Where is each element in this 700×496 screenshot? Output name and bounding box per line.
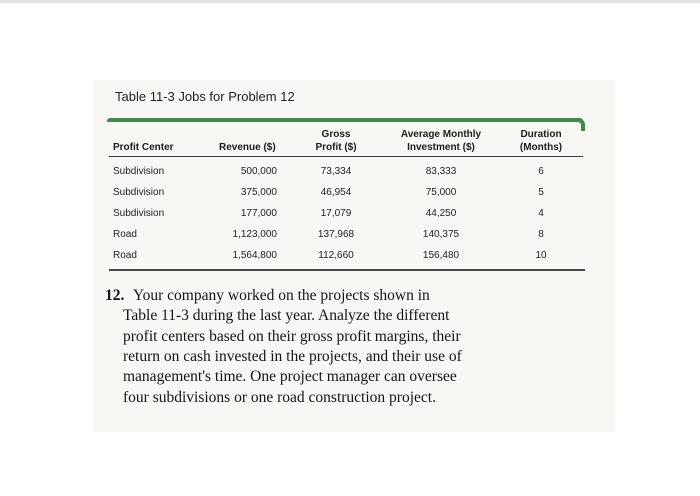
cell-avg-investment: 83,333 bbox=[425, 166, 457, 177]
problem-text-line: profit centers based on their gross profit margins, their bbox=[123, 327, 461, 345]
problem-text-line: Table 11-3 during the last year. Analyze the different bbox=[123, 307, 450, 325]
table-bottom-rule bbox=[109, 269, 585, 271]
problem-number: 12. bbox=[105, 287, 125, 304]
cell-avg-investment: 140,375 bbox=[422, 229, 460, 240]
header-duration-line2: (Months) bbox=[519, 142, 563, 153]
cell-revenue: 1,564,800 bbox=[232, 250, 277, 261]
table-caption: Table 11-3 Jobs for Problem 12 bbox=[115, 89, 295, 104]
cell-avg-investment: 156,480 bbox=[422, 250, 460, 261]
cell-avg-investment: 44,250 bbox=[425, 208, 457, 219]
cell-profit-center: Subdivision bbox=[113, 166, 165, 177]
textbook-photo bbox=[93, 80, 615, 432]
header-avg-investment bbox=[393, 128, 489, 154]
problem-text-line: four subdivisions or one road construction project. bbox=[123, 388, 436, 406]
problem-text-line: management's time. One project manager can oversee bbox=[123, 368, 457, 386]
cell-duration: 8 bbox=[538, 229, 544, 240]
cell-profit-center: Subdivision bbox=[113, 208, 165, 219]
header-profit-center: Profit Center bbox=[113, 142, 174, 153]
cell-gross-profit: 17,079 bbox=[320, 208, 352, 219]
table-top-rule bbox=[107, 118, 583, 122]
problem-text-line: Your company worked on the projects shown in bbox=[133, 287, 430, 304]
cell-revenue: 375,000 bbox=[240, 187, 277, 198]
header-gross-profit-line1: Gross bbox=[321, 129, 351, 140]
cell-profit-center: Road bbox=[113, 250, 137, 261]
header-avg-investment-line1: Average Monthly bbox=[400, 129, 482, 140]
cell-profit-center: Subdivision bbox=[113, 187, 165, 198]
cell-duration: 4 bbox=[538, 208, 544, 219]
cell-gross-profit: 73,334 bbox=[320, 166, 352, 177]
header-avg-investment-line2: Investment ($) bbox=[407, 142, 475, 153]
table-top-rule-corner bbox=[578, 118, 585, 131]
cell-revenue: 1,123,000 bbox=[232, 229, 277, 240]
cell-duration: 10 bbox=[535, 250, 547, 261]
cell-gross-profit: 137,968 bbox=[317, 229, 355, 240]
cell-revenue: 500,000 bbox=[240, 166, 277, 177]
cell-gross-profit: 112,660 bbox=[318, 250, 354, 261]
cell-gross-profit: 46,954 bbox=[320, 187, 352, 198]
cell-profit-center: Road bbox=[113, 229, 137, 240]
header-gross-profit bbox=[306, 128, 366, 154]
header-duration bbox=[505, 128, 577, 154]
cell-avg-investment: 75,000 bbox=[425, 187, 457, 198]
problem-text-line: return on cash invested in the projects, and their use of bbox=[123, 347, 462, 365]
header-rule bbox=[109, 156, 583, 157]
cell-revenue: 177,000 bbox=[240, 208, 277, 219]
cell-duration: 6 bbox=[538, 166, 544, 177]
cell-duration: 5 bbox=[538, 187, 544, 198]
header-duration-line1: Duration bbox=[520, 129, 562, 140]
header-gross-profit-line2: Profit ($) bbox=[315, 142, 357, 153]
top-divider bbox=[0, 0, 700, 3]
header-revenue: Revenue ($) bbox=[219, 142, 276, 153]
